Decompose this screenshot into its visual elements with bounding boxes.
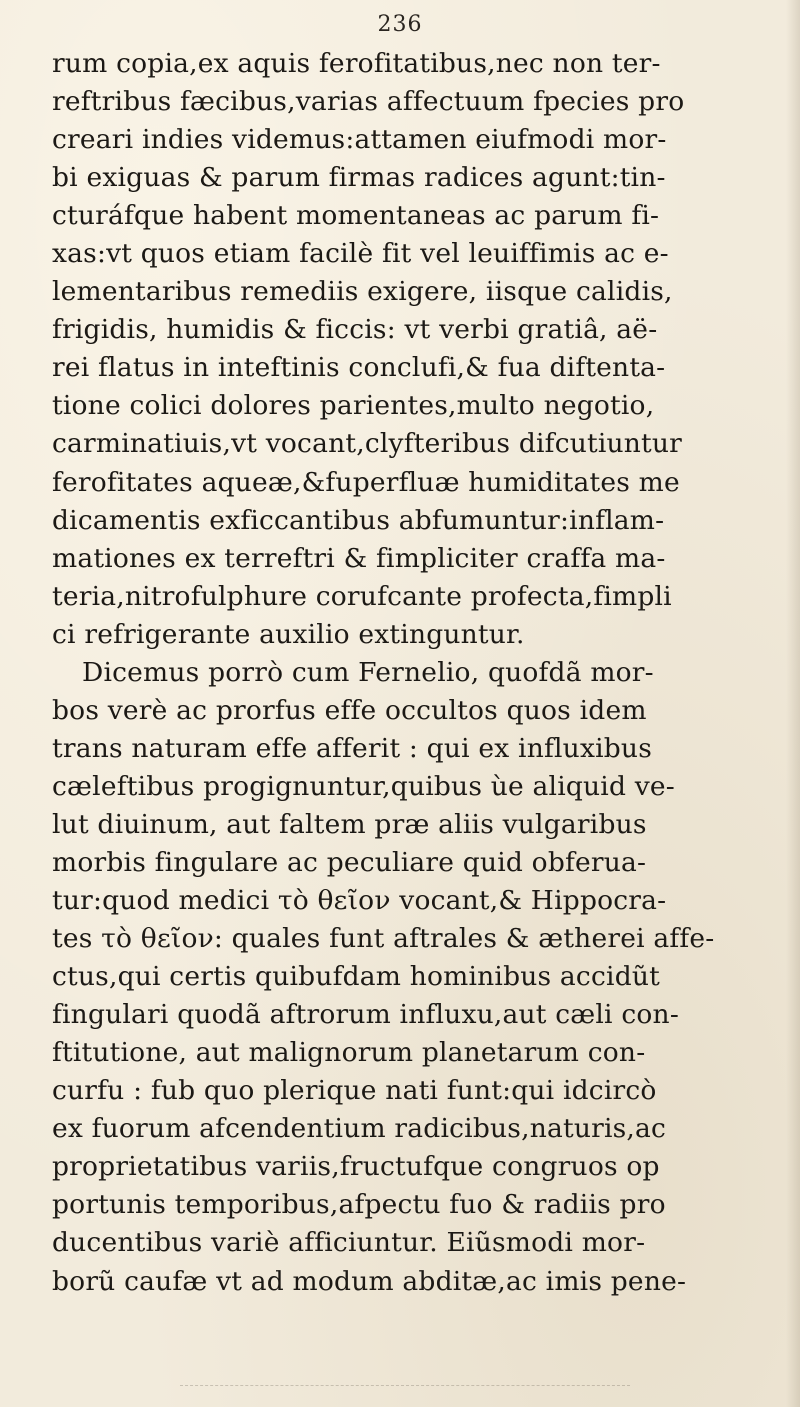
text-line: teria,nitrofulphure corufcante profecta,fimpli (52, 580, 672, 612)
text-line: proprietatibus variis,fructufque congruos op (52, 1151, 660, 1183)
page-edge-shadow (786, 0, 800, 1407)
text-line: mationes ex terreftri & fimpliciter craffa ma- (52, 542, 666, 574)
text-line: ctus,qui certis quibufdam hominibus accidũt (52, 961, 660, 993)
text-line: creari indies videmus:attamen eiufmodi mor- (52, 124, 667, 156)
text-line: curfu : fub quo plerique nati funt:qui idcircò (52, 1075, 657, 1107)
text-line: bi exiguas & parum firmas radices agunt:tin- (52, 162, 666, 194)
text-line: ci refrigerante auxilio extinguntur. (52, 618, 525, 650)
text-line: trans naturam effe afferit : qui ex influxibus (52, 732, 653, 764)
text-line: dicamentis exficcantibus abfumuntur:inflam- (52, 504, 665, 536)
text-line: reftribus fæcibus,varias affectuum fpecies pro (52, 86, 685, 118)
page-bottom-rule (180, 1385, 630, 1386)
text-line: morbis fingulare ac peculiare quid obferua- (52, 846, 647, 878)
text-line: carminatiuis,vt vocant,clyfteribus difcutiuntur (52, 428, 683, 460)
text-line: ferofitates aqueæ,&fuperfluæ humiditates me (52, 466, 680, 498)
text-line: ex fuorum afcendentium radicibus,naturis,ac (52, 1113, 667, 1145)
text-line: xas:vt quos etiam facilè fit vel leuiffimis ac e- (52, 238, 669, 270)
body-text (52, 45, 772, 1301)
text-line: lut diuinum, aut faltem præ aliis vulgaribus (52, 808, 647, 840)
text-line: cæleftibus progignuntur,quibus ùe aliquid ve- (52, 770, 675, 802)
text-line: portunis temporibus,afpectu fuo & radiis pro (52, 1189, 666, 1221)
page-number: 236 (377, 12, 423, 37)
text-line: ducentibus variè afficiuntur. Eiũsmodi mor- (52, 1227, 646, 1259)
paragraph-start-line: Dicemus porrò cum Fernelio, quofdã mor- (82, 656, 654, 688)
text-line: tes τὸ θεῖον: quales funt aftrales & ætherei affe- (52, 923, 715, 955)
text-line: rei flatus in inteftinis conclufi,& fua diftenta- (52, 352, 666, 384)
text-line: bos verè ac prorfus effe occultos quos idem (52, 694, 647, 726)
text-line: rum copia,ex aquis ferofitatibus,nec non ter- (52, 48, 661, 79)
text-line: ftitutione, aut malignorum planetarum con- (52, 1037, 646, 1069)
text-line: fingulari quodã aftrorum influxu,aut cæli con- (52, 999, 679, 1031)
text-line: tur:quod medici τὸ θεῖον vocant,& Hippocra- (52, 885, 667, 917)
text-line: lementaribus remediis exigere, iisque calidis, (52, 276, 673, 308)
text-line: tione colici dolores parientes,multo negotio, (52, 390, 655, 422)
text-line: frigidis, humidis & ficcis: vt verbi gratiâ, aë- (52, 314, 658, 346)
text-line: cturáfque habent momentaneas ac parum fi- (52, 200, 660, 232)
text-line: borũ caufæ vt ad modum abditæ,ac imis pene- (52, 1265, 687, 1297)
